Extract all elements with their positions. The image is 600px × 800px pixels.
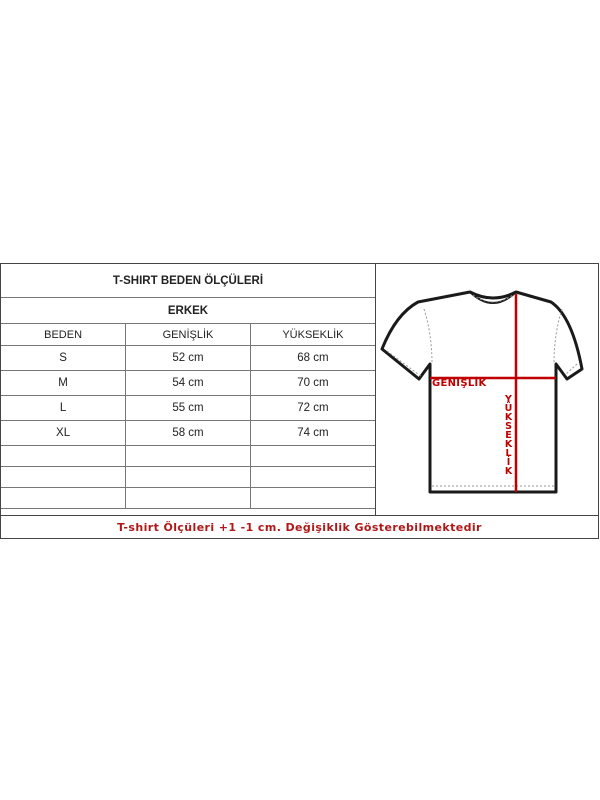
footer-note: T-shirt Ölçüleri +1 -1 cm. Değişiklik Gösterebilmektedir [1, 515, 598, 538]
height-cell: 68 cm [250, 346, 375, 371]
empty-row [1, 467, 375, 488]
size-cell: M [1, 371, 126, 396]
height-cell: 72 cm [250, 396, 375, 421]
width-cell: 58 cm [126, 421, 251, 446]
table-subtitle: ERKEK [1, 298, 375, 324]
table-row [1, 346, 375, 371]
table-row [1, 371, 375, 396]
height-cell: 70 cm [250, 371, 375, 396]
table-title: T-SHIRT BEDEN ÖLÇÜLERİ [1, 264, 375, 298]
tshirt-diagram [376, 264, 598, 516]
empty-row [1, 488, 375, 509]
header-height: YÜKSEKLİK [250, 324, 375, 346]
height-label: YÜKSEKLİK [503, 394, 514, 475]
table-row [1, 396, 375, 421]
size-cell: L [1, 396, 126, 421]
size-chart [0, 263, 599, 539]
header-width: GENİŞLİK [126, 324, 251, 346]
tshirt-outline [382, 292, 582, 492]
height-cell: 74 cm [250, 421, 375, 446]
width-label: GENİŞLİK [432, 378, 487, 389]
size-cell: XL [1, 421, 126, 446]
size-table [1, 264, 376, 516]
width-cell: 52 cm [126, 346, 251, 371]
size-cell: S [1, 346, 126, 371]
table-header-row [1, 324, 375, 346]
table-row [1, 421, 375, 446]
width-cell: 55 cm [126, 396, 251, 421]
empty-row [1, 446, 375, 467]
width-cell: 54 cm [126, 371, 251, 396]
header-size: BEDEN [1, 324, 126, 346]
